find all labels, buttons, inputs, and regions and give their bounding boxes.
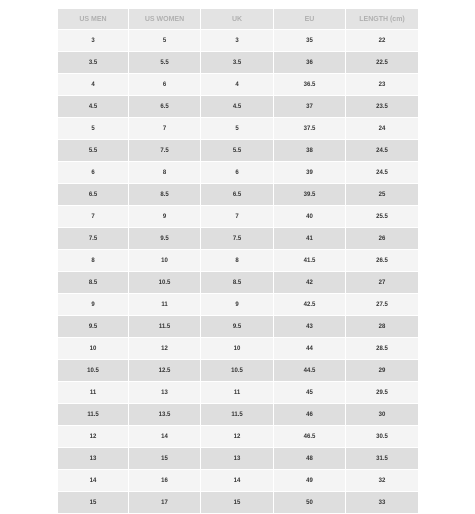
uk-cell: 6.5 [201,184,273,205]
us-women-cell: 11 [129,294,200,315]
uk-cell: 14 [201,470,273,491]
us-women-cell: 14 [129,426,200,447]
us-women-cell: 17 [129,492,200,513]
uk-cell: 8 [201,250,273,271]
us-men-cell: 9.5 [58,316,128,337]
column-header-us-men: US MEN [58,9,128,29]
uk-cell: 11 [201,382,273,403]
eu-cell: 36 [274,52,345,73]
table-row [58,162,418,183]
length-cell: 23.5 [346,96,418,117]
eu-cell: 41 [274,228,345,249]
us-men-cell: 14 [58,470,128,491]
table-row [58,448,418,469]
uk-cell: 8.5 [201,272,273,293]
uk-cell: 7.5 [201,228,273,249]
eu-cell: 46 [274,404,345,425]
table-row [58,30,418,51]
table-row [58,184,418,205]
table-row [58,228,418,249]
uk-cell: 3 [201,30,273,51]
length-cell: 25 [346,184,418,205]
length-cell: 24 [346,118,418,139]
us-women-cell: 10.5 [129,272,200,293]
eu-cell: 46.5 [274,426,345,447]
table-row [58,294,418,315]
us-women-cell: 16 [129,470,200,491]
us-women-cell: 8 [129,162,200,183]
length-cell: 23 [346,74,418,95]
us-men-cell: 4.5 [58,96,128,117]
length-cell: 24.5 [346,162,418,183]
us-men-cell: 6 [58,162,128,183]
eu-cell: 45 [274,382,345,403]
table-row [58,74,418,95]
us-women-cell: 13 [129,382,200,403]
us-men-cell: 3.5 [58,52,128,73]
us-women-cell: 8.5 [129,184,200,205]
uk-cell: 9.5 [201,316,273,337]
uk-cell: 15 [201,492,273,513]
uk-cell: 9 [201,294,273,315]
eu-cell: 49 [274,470,345,491]
eu-cell: 42.5 [274,294,345,315]
us-men-cell: 9 [58,294,128,315]
us-women-cell: 9.5 [129,228,200,249]
length-header-label: LENGTH (cm) [359,15,405,23]
eu-cell: 43 [274,316,345,337]
eu-cell: 44.5 [274,360,345,381]
eu-cell: 37 [274,96,345,117]
us-men-cell: 8.5 [58,272,128,293]
eu-cell: 50 [274,492,345,513]
us-women-cell: 7.5 [129,140,200,161]
us-women-cell: 6 [129,74,200,95]
uk-cell: 12 [201,426,273,447]
us-men-cell: 10 [58,338,128,359]
column-header-length [346,9,418,29]
length-cell: 27 [346,272,418,293]
eu-cell: 44 [274,338,345,359]
us-men-cell: 7.5 [58,228,128,249]
us-women-cell: 12 [129,338,200,359]
us-women-cell: 11.5 [129,316,200,337]
us-men-cell: 4 [58,74,128,95]
eu-cell: 39.5 [274,184,345,205]
eu-cell: 38 [274,140,345,161]
us-men-cell: 5 [58,118,128,139]
uk-cell: 5 [201,118,273,139]
us-men-cell: 7 [58,206,128,227]
table-row [58,492,418,513]
us-men-cell: 15 [58,492,128,513]
length-cell: 29.5 [346,382,418,403]
table-row [58,338,418,359]
length-cell: 30.5 [346,426,418,447]
us-men-cell: 12 [58,426,128,447]
header-row [58,9,418,29]
length-cell: 30 [346,404,418,425]
uk-cell: 13 [201,448,273,469]
table-row [58,404,418,425]
length-cell: 25.5 [346,206,418,227]
table-row [58,206,418,227]
uk-cell: 5.5 [201,140,273,161]
length-cell: 22 [346,30,418,51]
us-women-cell: 6.5 [129,96,200,117]
eu-cell: 35 [274,30,345,51]
eu-cell: 39 [274,162,345,183]
table-row [58,360,418,381]
uk-cell: 10.5 [201,360,273,381]
us-men-cell: 11 [58,382,128,403]
column-header-eu: EU [274,9,345,29]
length-cell: 24.5 [346,140,418,161]
length-cell: 28 [346,316,418,337]
eu-cell: 41.5 [274,250,345,271]
table-row [58,140,418,161]
us-men-cell: 6.5 [58,184,128,205]
us-men-cell: 8 [58,250,128,271]
length-cell: 27.5 [346,294,418,315]
us-men-cell: 11.5 [58,404,128,425]
us-women-cell: 5 [129,30,200,51]
eu-cell: 37.5 [274,118,345,139]
table-row [58,316,418,337]
length-cell: 32 [346,470,418,491]
uk-cell: 11.5 [201,404,273,425]
column-header-uk: UK [201,9,273,29]
us-men-cell: 3 [58,30,128,51]
us-women-cell: 7 [129,118,200,139]
table-row [58,382,418,403]
us-women-cell: 13.5 [129,404,200,425]
table-body [58,30,418,513]
table-row [58,118,418,139]
length-cell: 22.5 [346,52,418,73]
us-men-cell: 13 [58,448,128,469]
us-women-cell: 10 [129,250,200,271]
us-women-cell: 12.5 [129,360,200,381]
length-cell: 29 [346,360,418,381]
uk-cell: 10 [201,338,273,359]
eu-cell: 48 [274,448,345,469]
uk-cell: 3.5 [201,52,273,73]
us-women-cell: 9 [129,206,200,227]
length-cell: 31.5 [346,448,418,469]
table-row [58,426,418,447]
size-chart-table [57,8,419,514]
uk-cell: 4.5 [201,96,273,117]
us-women-cell: 5.5 [129,52,200,73]
us-women-cell: 15 [129,448,200,469]
length-cell: 33 [346,492,418,513]
eu-cell: 42 [274,272,345,293]
uk-cell: 7 [201,206,273,227]
table-row [58,272,418,293]
uk-cell: 6 [201,162,273,183]
length-cell: 26 [346,228,418,249]
table-row [58,96,418,117]
table-row [58,250,418,271]
uk-cell: 4 [201,74,273,95]
eu-cell: 40 [274,206,345,227]
table-row [58,52,418,73]
table-row [58,470,418,491]
length-cell: 26.5 [346,250,418,271]
length-cell: 28.5 [346,338,418,359]
eu-cell: 36.5 [274,74,345,95]
us-men-cell: 10.5 [58,360,128,381]
us-men-cell: 5.5 [58,140,128,161]
column-header-us-women: US WOMEN [129,9,200,29]
